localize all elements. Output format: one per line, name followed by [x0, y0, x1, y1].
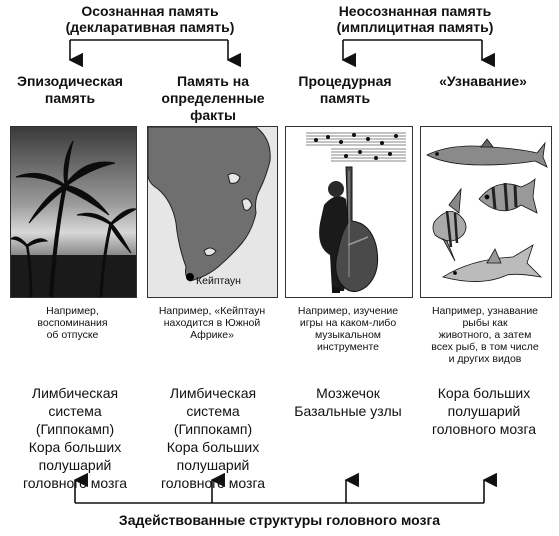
cape-town-label: Кейптаун	[196, 275, 241, 287]
conscious-memory-subtitle: (декларативная память)	[65, 19, 235, 35]
category-semantic: Память на определенные факты	[161, 73, 265, 123]
cape-town-marker	[186, 273, 194, 281]
unconscious-bracket	[343, 40, 482, 60]
category-recognition: «Узнавание»	[439, 73, 527, 89]
structures-procedural: Мозжечок Базальные узлы	[294, 385, 402, 419]
caption-episodic: Например, воспоминания об отпуске	[37, 305, 108, 341]
caption-semantic: Например, «Кейптаун находится в Южной Африке»	[158, 305, 266, 341]
caption-recognition: Например, узнавание рыбы как животного, а затем всех рыб, в том числе и других видов	[431, 305, 539, 365]
unconscious-memory-header	[310, 3, 520, 35]
brain-structures-footer: Задействованные структуры головного мозга	[118, 512, 441, 528]
conscious-bracket	[70, 40, 228, 60]
category-episodic: Эпизодическая память	[17, 73, 123, 106]
panel-fish	[420, 126, 552, 298]
double-bass-player-illustration	[286, 127, 412, 297]
structures-semantic: Лимбическая система (Гиппокамп) Кора больших полушарий головного мозга	[160, 385, 266, 491]
unconscious-memory-subtitle: (имплицитная память)	[336, 19, 494, 35]
africa-map-illustration	[148, 127, 277, 297]
conscious-memory-header	[50, 3, 250, 35]
palm-trees-illustration	[11, 127, 136, 297]
panel-vacation-photo	[10, 126, 137, 298]
caption-procedural: Например, изучение игры на каком-либо музыкальном инструменте	[297, 305, 399, 353]
sheet-music-icon	[306, 133, 406, 161]
panel-music-player	[285, 126, 413, 298]
conscious-memory-title: Осознанная память	[81, 3, 219, 19]
structures-recognition: Кора больших полушарий головного мозга	[431, 385, 537, 437]
category-procedural: Процедурная память	[298, 73, 392, 106]
panel-africa-map	[147, 126, 278, 298]
structures-episodic: Лимбическая система (Гиппокамп) Кора больших полушарий головного мозга	[22, 385, 128, 491]
unconscious-memory-title: Неосознанная память	[338, 3, 492, 19]
fish-illustration	[421, 127, 551, 297]
